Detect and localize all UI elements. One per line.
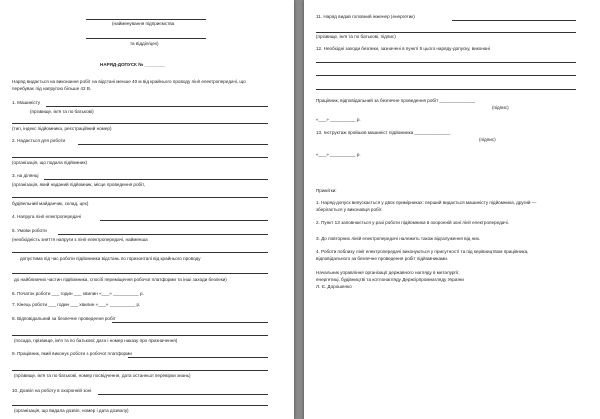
item-2-label: 2. Надається для роботи — [12, 138, 66, 143]
fill-line — [12, 252, 268, 253]
note-2: 2. Пункт 13 заповнюється у разі роботи підйомника в охоронній зоні лінії електропередачі. — [316, 220, 509, 225]
fill-line — [12, 273, 268, 274]
signatory-line-1: Начальник управління організації державного нагляду в металургії, — [316, 270, 460, 275]
item-5-hint-3: до найближчих частин підйомника, спосіб переміщення робочої платформи та інші заходи безпеки) — [14, 277, 227, 282]
intro-line-1: Наряд видається на виконання робіт на відстані менше 40 м від крайнього проводу лінії електропередачі, що — [12, 79, 246, 84]
fill-line — [12, 123, 268, 124]
fill-line — [316, 62, 576, 63]
item-9-hint: (прізвище, ім'я та по батькові, номер посвідчення, дата останньої перевірки знань) — [14, 373, 191, 378]
document-page-left — [0, 0, 294, 419]
fill-line — [12, 405, 268, 406]
intro-line-2: перебуває під напругою більше 42 В. — [12, 86, 92, 91]
fill-line — [12, 370, 268, 371]
date-line-2: «___» __________ р. — [316, 152, 361, 157]
fill-line — [100, 220, 268, 221]
item-12-label: 12. Необхідні заходи безпеки, зазначені в пункті 5 цього наряду-допуску, виконані — [316, 46, 490, 51]
item-3-hint-2: будівельний майданчик, склад, цех) — [12, 201, 89, 206]
item-5-hint: (необхідність зняття напруги з лінії електропередачі, найменша — [12, 237, 148, 242]
fill-line — [46, 106, 268, 107]
dept-line — [86, 38, 206, 39]
item-1b-hint: (тип, індекс підйомника, реєстраційний номер) — [12, 126, 112, 131]
fill-line — [58, 234, 268, 235]
signature-hint-1: (підпис) — [492, 105, 509, 110]
fill-line — [316, 32, 576, 33]
item-7-label: 7. Кінець роботи ___ годин ___ хвилин «___» __________ р. — [12, 302, 141, 307]
item-9-label: 9. Працівник, який виконує роботи з робочої платформи — [12, 351, 132, 356]
item-6-label: 6. Початок роботи ___ годин ___ хвилин «___» __________ р. — [12, 291, 144, 296]
item-2-hint: (організація, що подала підйомник) — [12, 160, 88, 165]
fill-line — [44, 179, 268, 180]
signatory-name: Л. Є. Дорошенко — [316, 284, 352, 289]
note-1-line-2: зберігається у виконавця робіт. — [316, 207, 383, 212]
item-5-hint-2: допустима під час роботи підйомника відстань по горизонталі від крайнього проводу — [20, 256, 201, 261]
fill-line — [12, 197, 268, 198]
fill-line — [128, 357, 268, 358]
fill-line — [98, 394, 268, 395]
item-10-hint: (організація, що видала дозвіл, номер і дата дозволу) — [14, 408, 129, 413]
item-1-hint: (прізвище, ім'я та по батькові) — [30, 109, 94, 114]
note-4-line-2: відповідального за безпечне проведення робіт підйомниками. — [316, 256, 449, 261]
fill-line — [452, 20, 576, 21]
date-line-1: «___» __________ р. — [316, 117, 361, 122]
item-4-label: 4. Напруга лінії електропередачі — [12, 214, 81, 219]
item-11-label: 11. Наряд видав головний інженер (енергетик) — [316, 14, 415, 19]
form-title: НАРЯД-ДОПУСК № ________ — [100, 62, 165, 67]
fill-line — [316, 75, 576, 76]
fill-line — [12, 335, 268, 336]
responsible-signature: Працівник, відповідальний за безпечне проведення робіт ______________ — [316, 98, 476, 103]
fill-line — [316, 89, 576, 90]
item-10-label: 10. Дозвіл на роботу в охоронній зоні — [12, 388, 92, 393]
fill-line — [12, 157, 268, 158]
signature-hint-2: (підпис) — [479, 137, 496, 142]
item-3-hint: (організація, який наданий підйомник, місце проведення робіт, — [12, 182, 146, 187]
item-5-label: 5. Умови роботи — [12, 228, 47, 233]
note-4-line-1: 4. Роботи поблизу лінії електропередачі виконуються у присутності та під керівництвом працівника, — [316, 249, 529, 254]
note-3: 3. До повторних ліній електропередачі належить також відгалуження від них. — [316, 236, 481, 241]
item-8-label: 8. Відповідальний за безпечне проведення робіт — [12, 316, 116, 321]
dept-label: та відділ/цех) — [130, 41, 159, 46]
org-label: (найменування підприємства — [112, 21, 175, 26]
item-11-hint: (прізвище, ім'я та по батькові, підпис) — [316, 34, 396, 39]
notes-title: Примітки: — [316, 188, 337, 193]
org-name-line — [86, 19, 206, 20]
item-13-label: 13. Інструктаж пройшов машиніст підйомника ______________ — [316, 130, 451, 135]
signatory-line-2: енергетиці, будівництві та котлонагляду Держгірпромнагляду України — [316, 277, 464, 282]
fill-line — [78, 144, 268, 145]
item-8-hint: (посада, прізвище, ім'я та по батькові; дата і номер наказу про призначення) — [14, 338, 178, 343]
fill-line — [112, 322, 268, 323]
note-1-line-1: 1. Наряд-допуск випускається у двох примірниках: перший видається машиністу підйомника, другий — — [316, 200, 537, 205]
document-page-right — [304, 0, 600, 419]
item-1-label: 1. Машиністу — [12, 100, 41, 105]
item-3-label: 3. на ділянці — [12, 173, 39, 178]
